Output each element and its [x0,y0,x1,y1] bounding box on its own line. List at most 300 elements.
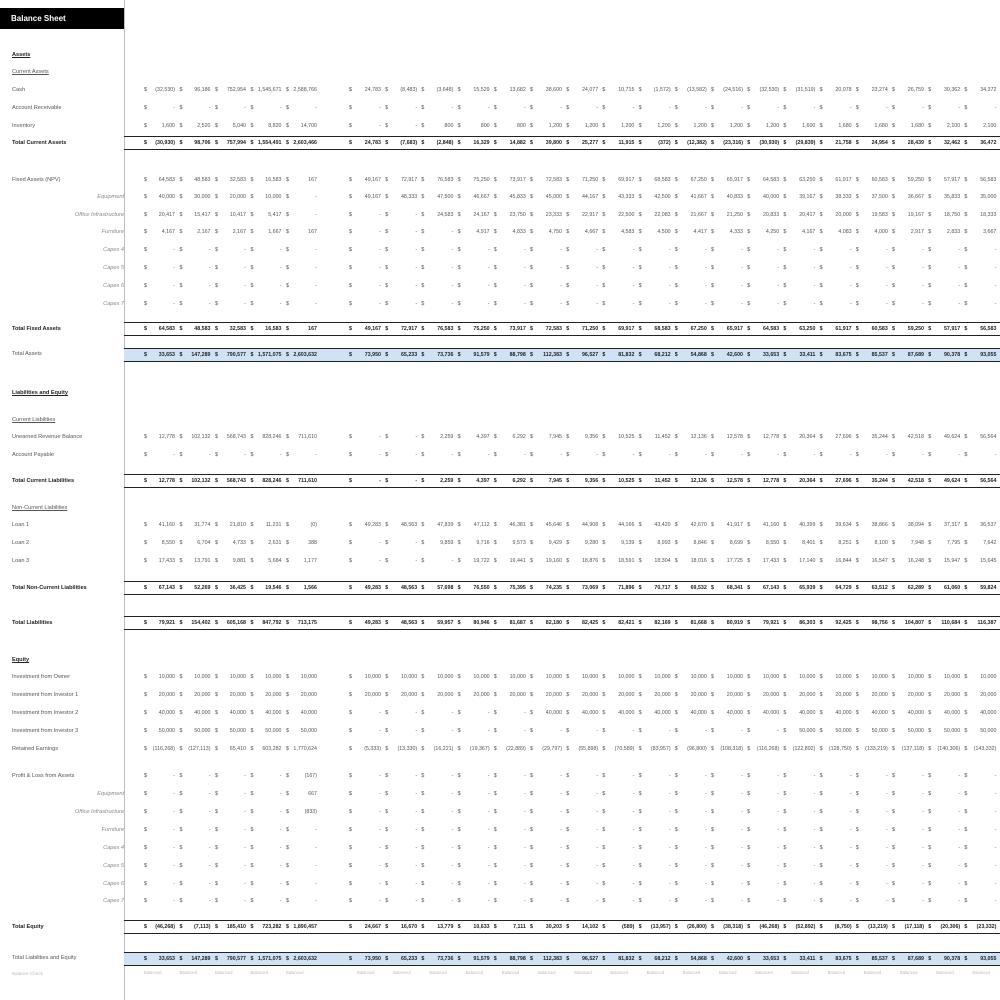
monthly-cell[interactable] [458,325,490,333]
monthly-cell[interactable] [783,673,815,681]
monthly-cell[interactable] [349,619,381,627]
monthly-cell[interactable] [494,897,526,905]
monthly-cell[interactable] [928,325,960,333]
monthly-cell[interactable] [494,673,526,681]
monthly-cell[interactable] [820,709,852,717]
annual-cell[interactable] [251,727,282,735]
annual-cell[interactable] [144,897,175,905]
monthly-cell[interactable] [458,433,490,441]
monthly-cell[interactable] [892,897,924,905]
monthly-cell[interactable] [747,300,779,308]
monthly-cell[interactable] [385,897,417,905]
monthly-cell[interactable] [385,433,417,441]
monthly-cell[interactable] [892,521,924,529]
monthly-cell[interactable] [639,264,671,272]
monthly-cell[interactable] [747,826,779,834]
monthly-cell[interactable] [566,539,598,547]
monthly-cell[interactable] [458,521,490,529]
monthly-cell[interactable] [639,862,671,870]
annual-cell[interactable] [144,826,175,834]
monthly-cell[interactable] [964,282,996,290]
monthly-cell[interactable] [349,351,381,359]
annual-cell[interactable] [251,451,282,459]
monthly-cell[interactable] [385,557,417,565]
annual-cell[interactable] [180,557,211,565]
monthly-cell[interactable] [964,300,996,308]
monthly-cell[interactable] [856,122,888,130]
monthly-cell[interactable] [928,557,960,565]
monthly-cell[interactable] [602,264,634,272]
monthly-cell[interactable] [530,880,562,888]
monthly-cell[interactable] [602,826,634,834]
monthly-cell[interactable] [964,228,996,236]
monthly-cell[interactable] [385,282,417,290]
monthly-cell[interactable] [783,193,815,201]
monthly-cell[interactable] [602,584,634,592]
annual-cell[interactable] [144,691,175,699]
monthly-cell[interactable] [639,691,671,699]
monthly-cell[interactable] [783,691,815,699]
monthly-cell[interactable] [494,923,526,931]
monthly-cell[interactable] [602,300,634,308]
monthly-cell[interactable] [964,451,996,459]
monthly-cell[interactable] [421,176,453,184]
annual-cell[interactable] [215,727,246,735]
annual-cell[interactable] [251,772,282,780]
monthly-cell[interactable] [458,727,490,735]
monthly-cell[interactable] [892,790,924,798]
monthly-cell[interactable] [421,955,453,963]
monthly-cell[interactable] [494,211,526,219]
monthly-cell[interactable] [421,325,453,333]
annual-cell[interactable] [180,790,211,798]
monthly-cell[interactable] [349,176,381,184]
monthly-cell[interactable] [964,86,996,94]
monthly-cell[interactable] [494,477,526,485]
annual-cell[interactable] [251,539,282,547]
annual-cell[interactable] [251,557,282,565]
monthly-cell[interactable] [856,772,888,780]
annual-cell[interactable] [251,808,282,816]
monthly-cell[interactable] [928,772,960,780]
monthly-cell[interactable] [964,539,996,547]
monthly-cell[interactable] [349,923,381,931]
annual-cell[interactable] [251,228,282,236]
monthly-cell[interactable] [856,282,888,290]
monthly-cell[interactable] [747,211,779,219]
monthly-cell[interactable] [602,211,634,219]
annual-cell[interactable] [144,808,175,816]
annual-cell[interactable] [144,264,175,272]
monthly-cell[interactable] [566,673,598,681]
monthly-cell[interactable] [856,325,888,333]
monthly-cell[interactable] [820,880,852,888]
monthly-cell[interactable] [783,325,815,333]
monthly-cell[interactable] [530,862,562,870]
monthly-cell[interactable] [964,211,996,219]
annual-cell[interactable] [251,246,282,254]
monthly-cell[interactable] [675,844,707,852]
annual-cell[interactable] [215,772,246,780]
monthly-cell[interactable] [602,539,634,547]
monthly-cell[interactable] [494,691,526,699]
monthly-cell[interactable] [530,619,562,627]
monthly-cell[interactable] [675,673,707,681]
monthly-cell[interactable] [783,86,815,94]
monthly-cell[interactable] [928,897,960,905]
monthly-cell[interactable] [856,923,888,931]
monthly-cell[interactable] [964,826,996,834]
monthly-cell[interactable] [856,808,888,816]
annual-cell[interactable] [144,862,175,870]
monthly-cell[interactable] [566,709,598,717]
monthly-cell[interactable] [783,521,815,529]
monthly-cell[interactable] [892,228,924,236]
monthly-cell[interactable] [675,211,707,219]
monthly-cell[interactable] [856,745,888,753]
monthly-cell[interactable] [964,790,996,798]
annual-cell[interactable] [180,619,211,627]
monthly-cell[interactable] [639,790,671,798]
monthly-cell[interactable] [349,193,381,201]
monthly-cell[interactable] [566,176,598,184]
monthly-cell[interactable] [385,139,417,147]
monthly-cell[interactable] [639,923,671,931]
annual-cell[interactable] [286,955,317,963]
monthly-cell[interactable] [675,521,707,529]
monthly-cell[interactable] [675,862,707,870]
annual-cell[interactable] [215,862,246,870]
annual-cell[interactable] [215,282,246,290]
monthly-cell[interactable] [892,673,924,681]
monthly-cell[interactable] [892,325,924,333]
monthly-cell[interactable] [421,745,453,753]
monthly-cell[interactable] [421,808,453,816]
monthly-cell[interactable] [820,86,852,94]
monthly-cell[interactable] [820,862,852,870]
monthly-cell[interactable] [747,122,779,130]
annual-cell[interactable] [215,86,246,94]
annual-cell[interactable] [251,139,282,147]
monthly-cell[interactable] [530,282,562,290]
monthly-cell[interactable] [494,139,526,147]
monthly-cell[interactable] [928,86,960,94]
monthly-cell[interactable] [964,923,996,931]
monthly-cell[interactable] [856,844,888,852]
monthly-cell[interactable] [385,584,417,592]
monthly-cell[interactable] [711,86,743,94]
monthly-cell[interactable] [385,808,417,816]
monthly-cell[interactable] [892,826,924,834]
monthly-cell[interactable] [530,584,562,592]
monthly-cell[interactable] [820,745,852,753]
monthly-cell[interactable] [530,246,562,254]
monthly-cell[interactable] [639,211,671,219]
annual-cell[interactable] [286,745,317,753]
monthly-cell[interactable] [856,539,888,547]
annual-cell[interactable] [144,745,175,753]
annual-cell[interactable] [286,880,317,888]
monthly-cell[interactable] [747,862,779,870]
monthly-cell[interactable] [747,955,779,963]
annual-cell[interactable] [215,673,246,681]
monthly-cell[interactable] [856,351,888,359]
monthly-cell[interactable] [530,790,562,798]
annual-cell[interactable] [251,955,282,963]
annual-cell[interactable] [180,923,211,931]
monthly-cell[interactable] [783,897,815,905]
annual-cell[interactable] [180,451,211,459]
annual-cell[interactable] [251,282,282,290]
monthly-cell[interactable] [747,193,779,201]
monthly-cell[interactable] [783,300,815,308]
monthly-cell[interactable] [892,246,924,254]
monthly-cell[interactable] [820,122,852,130]
annual-cell[interactable] [215,193,246,201]
annual-cell[interactable] [251,300,282,308]
monthly-cell[interactable] [421,193,453,201]
monthly-cell[interactable] [385,539,417,547]
monthly-cell[interactable] [602,557,634,565]
monthly-cell[interactable] [421,897,453,905]
monthly-cell[interactable] [421,673,453,681]
monthly-cell[interactable] [928,351,960,359]
annual-cell[interactable] [215,211,246,219]
monthly-cell[interactable] [711,880,743,888]
monthly-cell[interactable] [385,300,417,308]
monthly-cell[interactable] [711,673,743,681]
monthly-cell[interactable] [675,691,707,699]
monthly-cell[interactable] [566,264,598,272]
monthly-cell[interactable] [783,264,815,272]
annual-cell[interactable] [286,539,317,547]
monthly-cell[interactable] [820,539,852,547]
monthly-cell[interactable] [783,539,815,547]
monthly-cell[interactable] [820,897,852,905]
annual-cell[interactable] [180,539,211,547]
monthly-cell[interactable] [349,104,381,112]
monthly-cell[interactable] [964,104,996,112]
monthly-cell[interactable] [892,727,924,735]
monthly-cell[interactable] [530,139,562,147]
monthly-cell[interactable] [928,727,960,735]
monthly-cell[interactable] [349,300,381,308]
monthly-cell[interactable] [421,282,453,290]
monthly-cell[interactable] [928,176,960,184]
monthly-cell[interactable] [711,539,743,547]
monthly-cell[interactable] [675,300,707,308]
annual-cell[interactable] [215,433,246,441]
monthly-cell[interactable] [421,521,453,529]
monthly-cell[interactable] [783,923,815,931]
monthly-cell[interactable] [675,539,707,547]
annual-cell[interactable] [180,86,211,94]
monthly-cell[interactable] [711,844,743,852]
monthly-cell[interactable] [602,451,634,459]
monthly-cell[interactable] [494,539,526,547]
annual-cell[interactable] [180,246,211,254]
annual-cell[interactable] [144,282,175,290]
monthly-cell[interactable] [747,808,779,816]
monthly-cell[interactable] [602,351,634,359]
monthly-cell[interactable] [530,539,562,547]
annual-cell[interactable] [286,772,317,780]
monthly-cell[interactable] [530,193,562,201]
monthly-cell[interactable] [458,557,490,565]
monthly-cell[interactable] [964,844,996,852]
annual-cell[interactable] [251,584,282,592]
monthly-cell[interactable] [494,808,526,816]
monthly-cell[interactable] [964,691,996,699]
monthly-cell[interactable] [566,139,598,147]
monthly-cell[interactable] [892,139,924,147]
monthly-cell[interactable] [566,844,598,852]
monthly-cell[interactable] [602,923,634,931]
monthly-cell[interactable] [566,477,598,485]
monthly-cell[interactable] [566,772,598,780]
annual-cell[interactable] [144,477,175,485]
monthly-cell[interactable] [349,745,381,753]
annual-cell[interactable] [144,557,175,565]
monthly-cell[interactable] [530,727,562,735]
monthly-cell[interactable] [783,808,815,816]
monthly-cell[interactable] [747,584,779,592]
monthly-cell[interactable] [494,790,526,798]
monthly-cell[interactable] [639,808,671,816]
monthly-cell[interactable] [675,897,707,905]
monthly-cell[interactable] [458,264,490,272]
monthly-cell[interactable] [566,897,598,905]
monthly-cell[interactable] [747,790,779,798]
monthly-cell[interactable] [349,246,381,254]
monthly-cell[interactable] [783,351,815,359]
monthly-cell[interactable] [639,826,671,834]
annual-cell[interactable] [286,897,317,905]
annual-cell[interactable] [286,282,317,290]
monthly-cell[interactable] [820,139,852,147]
monthly-cell[interactable] [494,325,526,333]
monthly-cell[interactable] [602,433,634,441]
annual-cell[interactable] [251,923,282,931]
monthly-cell[interactable] [421,691,453,699]
monthly-cell[interactable] [385,264,417,272]
annual-cell[interactable] [215,451,246,459]
monthly-cell[interactable] [385,211,417,219]
annual-cell[interactable] [286,790,317,798]
monthly-cell[interactable] [747,139,779,147]
monthly-cell[interactable] [892,808,924,816]
monthly-cell[interactable] [639,619,671,627]
monthly-cell[interactable] [820,433,852,441]
monthly-cell[interactable] [675,709,707,717]
annual-cell[interactable] [144,325,175,333]
monthly-cell[interactable] [747,433,779,441]
monthly-cell[interactable] [675,923,707,931]
monthly-cell[interactable] [566,790,598,798]
monthly-cell[interactable] [421,211,453,219]
annual-cell[interactable] [144,86,175,94]
monthly-cell[interactable] [530,176,562,184]
annual-cell[interactable] [180,325,211,333]
monthly-cell[interactable] [421,451,453,459]
monthly-cell[interactable] [385,619,417,627]
monthly-cell[interactable] [349,880,381,888]
annual-cell[interactable] [180,584,211,592]
annual-cell[interactable] [144,619,175,627]
monthly-cell[interactable] [421,790,453,798]
monthly-cell[interactable] [566,351,598,359]
monthly-cell[interactable] [783,122,815,130]
monthly-cell[interactable] [385,521,417,529]
monthly-cell[interactable] [711,955,743,963]
annual-cell[interactable] [180,691,211,699]
monthly-cell[interactable] [783,745,815,753]
monthly-cell[interactable] [385,176,417,184]
monthly-cell[interactable] [530,673,562,681]
monthly-cell[interactable] [783,727,815,735]
annual-cell[interactable] [144,521,175,529]
monthly-cell[interactable] [892,691,924,699]
annual-cell[interactable] [180,211,211,219]
annual-cell[interactable] [215,122,246,130]
monthly-cell[interactable] [711,246,743,254]
monthly-cell[interactable] [747,351,779,359]
monthly-cell[interactable] [530,477,562,485]
annual-cell[interactable] [215,325,246,333]
monthly-cell[interactable] [639,521,671,529]
annual-cell[interactable] [251,176,282,184]
monthly-cell[interactable] [820,557,852,565]
monthly-cell[interactable] [892,880,924,888]
monthly-cell[interactable] [602,282,634,290]
monthly-cell[interactable] [892,955,924,963]
annual-cell[interactable] [215,539,246,547]
monthly-cell[interactable] [494,282,526,290]
monthly-cell[interactable] [494,619,526,627]
annual-cell[interactable] [286,139,317,147]
monthly-cell[interactable] [783,282,815,290]
monthly-cell[interactable] [964,264,996,272]
annual-cell[interactable] [215,557,246,565]
annual-cell[interactable] [215,176,246,184]
annual-cell[interactable] [144,193,175,201]
monthly-cell[interactable] [675,282,707,290]
monthly-cell[interactable] [602,176,634,184]
monthly-cell[interactable] [964,808,996,816]
monthly-cell[interactable] [964,897,996,905]
monthly-cell[interactable] [964,246,996,254]
monthly-cell[interactable] [820,193,852,201]
monthly-cell[interactable] [747,673,779,681]
monthly-cell[interactable] [530,451,562,459]
monthly-cell[interactable] [639,772,671,780]
monthly-cell[interactable] [783,862,815,870]
monthly-cell[interactable] [602,521,634,529]
monthly-cell[interactable] [385,955,417,963]
monthly-cell[interactable] [458,104,490,112]
monthly-cell[interactable] [385,228,417,236]
annual-cell[interactable] [215,584,246,592]
monthly-cell[interactable] [928,104,960,112]
monthly-cell[interactable] [856,709,888,717]
monthly-cell[interactable] [639,844,671,852]
annual-cell[interactable] [180,772,211,780]
monthly-cell[interactable] [856,86,888,94]
monthly-cell[interactable] [530,745,562,753]
monthly-cell[interactable] [602,897,634,905]
annual-cell[interactable] [286,211,317,219]
monthly-cell[interactable] [421,246,453,254]
